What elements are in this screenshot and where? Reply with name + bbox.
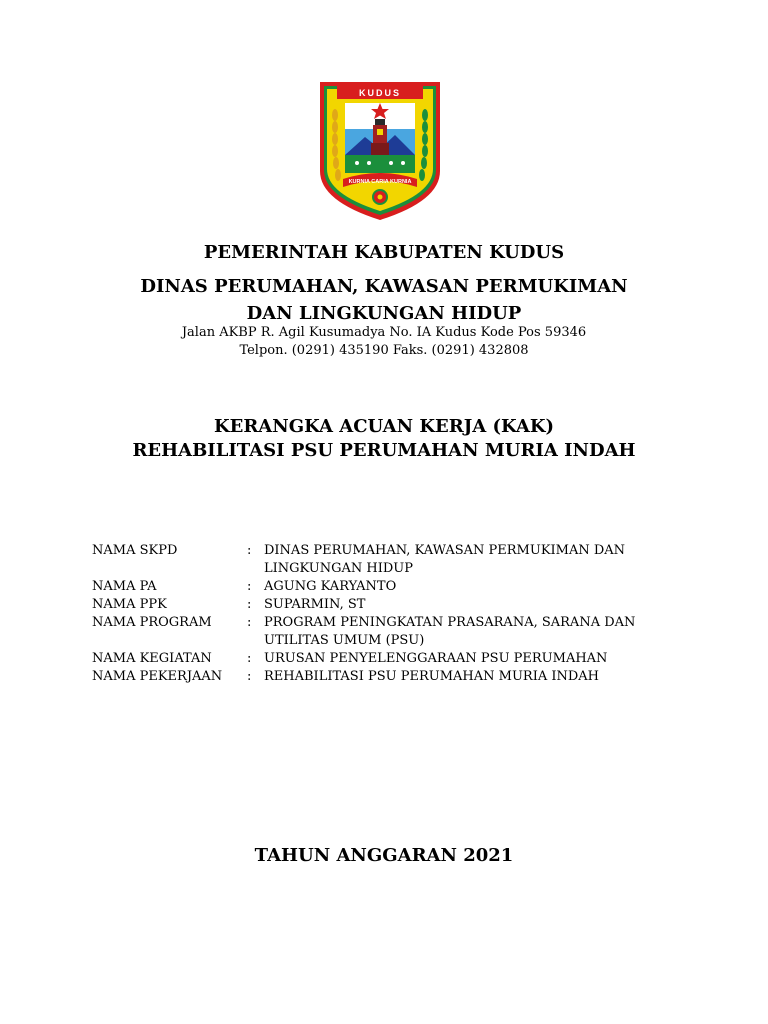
kudus-regency-emblem bbox=[317, 79, 443, 223]
emblem-motto-text: KURNIA CARIA KURNIA bbox=[348, 179, 412, 185]
department-name-line2: DAN LINGKUNGAN HIDUP bbox=[246, 303, 522, 324]
emblem-banner-text: KUDUS bbox=[358, 88, 402, 98]
budget-year: TAHUN ANGGARAN 2021 bbox=[254, 845, 514, 866]
department-address: Jalan AKBP R. Agil Kusumadya No. IA Kudus Kode Pos 59346 bbox=[181, 325, 587, 340]
department-telephone: Telpon. (0291) 435190 Faks. (0291) 432808 bbox=[239, 343, 529, 358]
info-separator: : bbox=[247, 669, 252, 684]
info-separator: : bbox=[247, 579, 252, 594]
project-info-table bbox=[92, 542, 692, 686]
info-row-kegiatan bbox=[92, 650, 692, 668]
info-row-ppk bbox=[92, 596, 692, 614]
info-separator: : bbox=[247, 651, 252, 666]
info-row-pa bbox=[92, 578, 692, 596]
info-value: REHABILITASI PSU PERUMAHAN MURIA INDAH bbox=[264, 669, 600, 684]
info-row-skpd bbox=[92, 542, 692, 578]
info-value: DINAS PERUMAHAN, KAWASAN PERMUKIMAN DAN LINGKUNGAN HIDUP bbox=[264, 543, 626, 576]
government-name: PEMERINTAH KABUPATEN KUDUS bbox=[203, 242, 565, 263]
info-label: NAMA SKPD bbox=[92, 543, 178, 558]
info-row-program bbox=[92, 614, 692, 650]
info-label: NAMA PROGRAM bbox=[92, 615, 212, 630]
info-separator: : bbox=[247, 543, 252, 558]
info-value: URUSAN PENYELENGGARAAN PSU PERUMAHAN bbox=[264, 651, 608, 666]
info-value: PROGRAM PENINGKATAN PRASARANA, SARANA DAN UTILITAS UMUM (PSU) bbox=[264, 615, 636, 648]
info-value: SUPARMIN, ST bbox=[264, 597, 366, 612]
info-label: NAMA PEKERJAAN bbox=[92, 669, 223, 684]
department-name-line1: DINAS PERUMAHAN, KAWASAN PERMUKIMAN bbox=[140, 276, 628, 297]
info-label: NAMA PA bbox=[92, 579, 157, 594]
info-label: NAMA KEGIATAN bbox=[92, 651, 212, 666]
info-separator: : bbox=[247, 597, 252, 612]
document-title-line1: KERANGKA ACUAN KERJA (KAK) bbox=[213, 416, 554, 437]
info-separator: : bbox=[247, 615, 252, 630]
document-title-line2: REHABILITASI PSU PERUMAHAN MURIA INDAH bbox=[132, 440, 636, 461]
info-row-pekerjaan bbox=[92, 668, 692, 686]
info-label: NAMA PPK bbox=[92, 597, 167, 612]
info-value: AGUNG KARYANTO bbox=[264, 579, 397, 594]
